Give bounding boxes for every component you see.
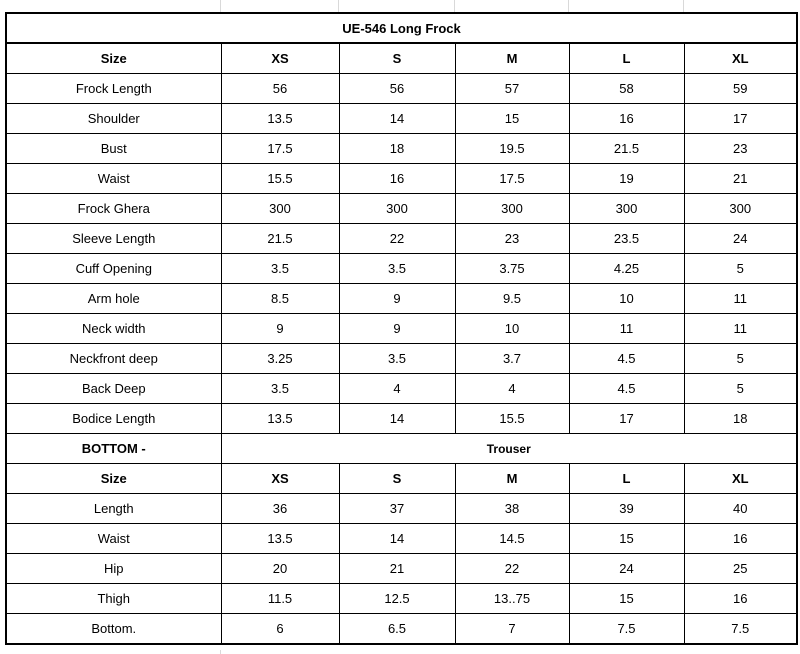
table-row [6, 494, 797, 524]
measurement-value: 57 [455, 74, 569, 104]
table-row [6, 374, 797, 404]
measurement-value: 4.5 [569, 344, 684, 374]
measurement-value: 20 [221, 554, 339, 584]
table-row [6, 224, 797, 254]
size-column-header: L [569, 43, 684, 74]
bottom-section-row [6, 434, 797, 464]
measurement-value: 17.5 [221, 134, 339, 164]
title-row [6, 13, 797, 43]
measurement-value: 21.5 [569, 134, 684, 164]
measurement-value: 23 [455, 224, 569, 254]
measurement-label: Waist [6, 524, 221, 554]
measurement-value: 23 [684, 134, 797, 164]
measurement-value: 3.7 [455, 344, 569, 374]
measurement-value: 17.5 [455, 164, 569, 194]
measurement-value: 15 [569, 584, 684, 614]
measurement-value: 7 [455, 614, 569, 645]
measurement-value: 17 [569, 404, 684, 434]
measurement-value: 14 [339, 104, 455, 134]
measurement-label: Cuff Opening [6, 254, 221, 284]
measurement-value: 3.5 [339, 344, 455, 374]
header-row [6, 43, 797, 74]
measurement-value: 21.5 [221, 224, 339, 254]
measurement-label: Shoulder [6, 104, 221, 134]
measurement-value: 9 [339, 314, 455, 344]
table-row [6, 164, 797, 194]
measurement-value: 11 [684, 284, 797, 314]
measurement-value: 24 [684, 224, 797, 254]
measurement-value: 17 [684, 104, 797, 134]
table-row [6, 194, 797, 224]
measurement-value: 21 [684, 164, 797, 194]
measurement-value: 13.5 [221, 104, 339, 134]
chart-title: UE-546 Long Frock [6, 13, 797, 43]
size-header-cell: Size [6, 43, 221, 74]
measurement-value: 8.5 [221, 284, 339, 314]
measurement-value: 13.5 [221, 524, 339, 554]
size-column-header: XS [221, 464, 339, 494]
measurement-value: 6.5 [339, 614, 455, 645]
measurement-value: 14.5 [455, 524, 569, 554]
measurement-value: 11.5 [221, 584, 339, 614]
measurement-value: 56 [221, 74, 339, 104]
measurement-value: 7.5 [684, 614, 797, 645]
measurement-label: Sleeve Length [6, 224, 221, 254]
measurement-label: Arm hole [6, 284, 221, 314]
measurement-value: 3.5 [339, 254, 455, 284]
measurement-label: Neckfront deep [6, 344, 221, 374]
measurement-value: 14 [339, 404, 455, 434]
measurement-value: 15 [455, 104, 569, 134]
table-row [6, 134, 797, 164]
measurement-label: Hip [6, 554, 221, 584]
measurement-value: 56 [339, 74, 455, 104]
size-column-header: L [569, 464, 684, 494]
measurement-value: 6 [221, 614, 339, 645]
size-header-cell: Size [6, 464, 221, 494]
measurement-value: 11 [569, 314, 684, 344]
measurement-value: 23.5 [569, 224, 684, 254]
measurement-value: 40 [684, 494, 797, 524]
measurement-value: 3.5 [221, 254, 339, 284]
measurement-value: 37 [339, 494, 455, 524]
measurement-value: 16 [339, 164, 455, 194]
spreadsheet-gridline [220, 650, 221, 654]
table-row [6, 614, 797, 645]
measurement-value: 5 [684, 374, 797, 404]
bottom-product-name: Trouser [221, 434, 797, 464]
measurement-value: 300 [569, 194, 684, 224]
measurement-label: Thigh [6, 584, 221, 614]
measurement-value: 13.5 [221, 404, 339, 434]
measurement-value: 38 [455, 494, 569, 524]
table-row [6, 584, 797, 614]
size-column-header: XL [684, 464, 797, 494]
measurement-value: 300 [455, 194, 569, 224]
table-row [6, 284, 797, 314]
measurement-value: 24 [569, 554, 684, 584]
measurement-value: 9 [221, 314, 339, 344]
measurement-value: 3.75 [455, 254, 569, 284]
measurement-value: 22 [455, 554, 569, 584]
measurement-label: Bust [6, 134, 221, 164]
measurement-value: 300 [221, 194, 339, 224]
measurement-value: 19 [569, 164, 684, 194]
measurement-value: 12.5 [339, 584, 455, 614]
bottom-section-label: BOTTOM - [6, 434, 221, 464]
measurement-value: 300 [339, 194, 455, 224]
measurement-value: 11 [684, 314, 797, 344]
measurement-value: 4 [339, 374, 455, 404]
measurement-value: 9 [339, 284, 455, 314]
table-row [6, 254, 797, 284]
measurement-value: 4.25 [569, 254, 684, 284]
measurement-value: 10 [455, 314, 569, 344]
measurement-value: 36 [221, 494, 339, 524]
size-column-header: S [339, 43, 455, 74]
measurement-label: Length [6, 494, 221, 524]
measurement-value: 58 [569, 74, 684, 104]
measurement-label: Neck width [6, 314, 221, 344]
size-column-header: M [455, 43, 569, 74]
measurement-value: 3.5 [221, 374, 339, 404]
measurement-value: 16 [569, 104, 684, 134]
measurement-value: 25 [684, 554, 797, 584]
measurement-label: Bodice Length [6, 404, 221, 434]
measurement-value: 5 [684, 344, 797, 374]
table-row [6, 74, 797, 104]
measurement-value: 4.5 [569, 374, 684, 404]
size-column-header: XL [684, 43, 797, 74]
table-row [6, 104, 797, 134]
header-row [6, 464, 797, 494]
measurement-value: 59 [684, 74, 797, 104]
measurement-value: 15 [569, 524, 684, 554]
table-row [6, 314, 797, 344]
measurement-label: Frock Length [6, 74, 221, 104]
size-column-header: S [339, 464, 455, 494]
measurement-value: 4 [455, 374, 569, 404]
measurement-value: 3.25 [221, 344, 339, 374]
measurement-value: 21 [339, 554, 455, 584]
measurement-value: 18 [339, 134, 455, 164]
measurement-value: 300 [684, 194, 797, 224]
table-row [6, 344, 797, 374]
spreadsheet-gridlines [0, 0, 800, 12]
measurement-label: Back Deep [6, 374, 221, 404]
measurement-value: 18 [684, 404, 797, 434]
measurement-value: 15.5 [455, 404, 569, 434]
measurement-label: Frock Ghera [6, 194, 221, 224]
table-row [6, 404, 797, 434]
measurement-value: 13..75 [455, 584, 569, 614]
size-column-header: M [455, 464, 569, 494]
measurement-value: 19.5 [455, 134, 569, 164]
measurement-value: 15.5 [221, 164, 339, 194]
size-column-header: XS [221, 43, 339, 74]
measurement-value: 10 [569, 284, 684, 314]
size-chart-table [5, 12, 798, 645]
measurement-label: Waist [6, 164, 221, 194]
measurement-value: 16 [684, 524, 797, 554]
table-row [6, 554, 797, 584]
measurement-value: 16 [684, 584, 797, 614]
measurement-label: Bottom. [6, 614, 221, 645]
table-row [6, 524, 797, 554]
measurement-value: 9.5 [455, 284, 569, 314]
measurement-value: 5 [684, 254, 797, 284]
measurement-value: 7.5 [569, 614, 684, 645]
measurement-value: 22 [339, 224, 455, 254]
measurement-value: 14 [339, 524, 455, 554]
measurement-value: 39 [569, 494, 684, 524]
